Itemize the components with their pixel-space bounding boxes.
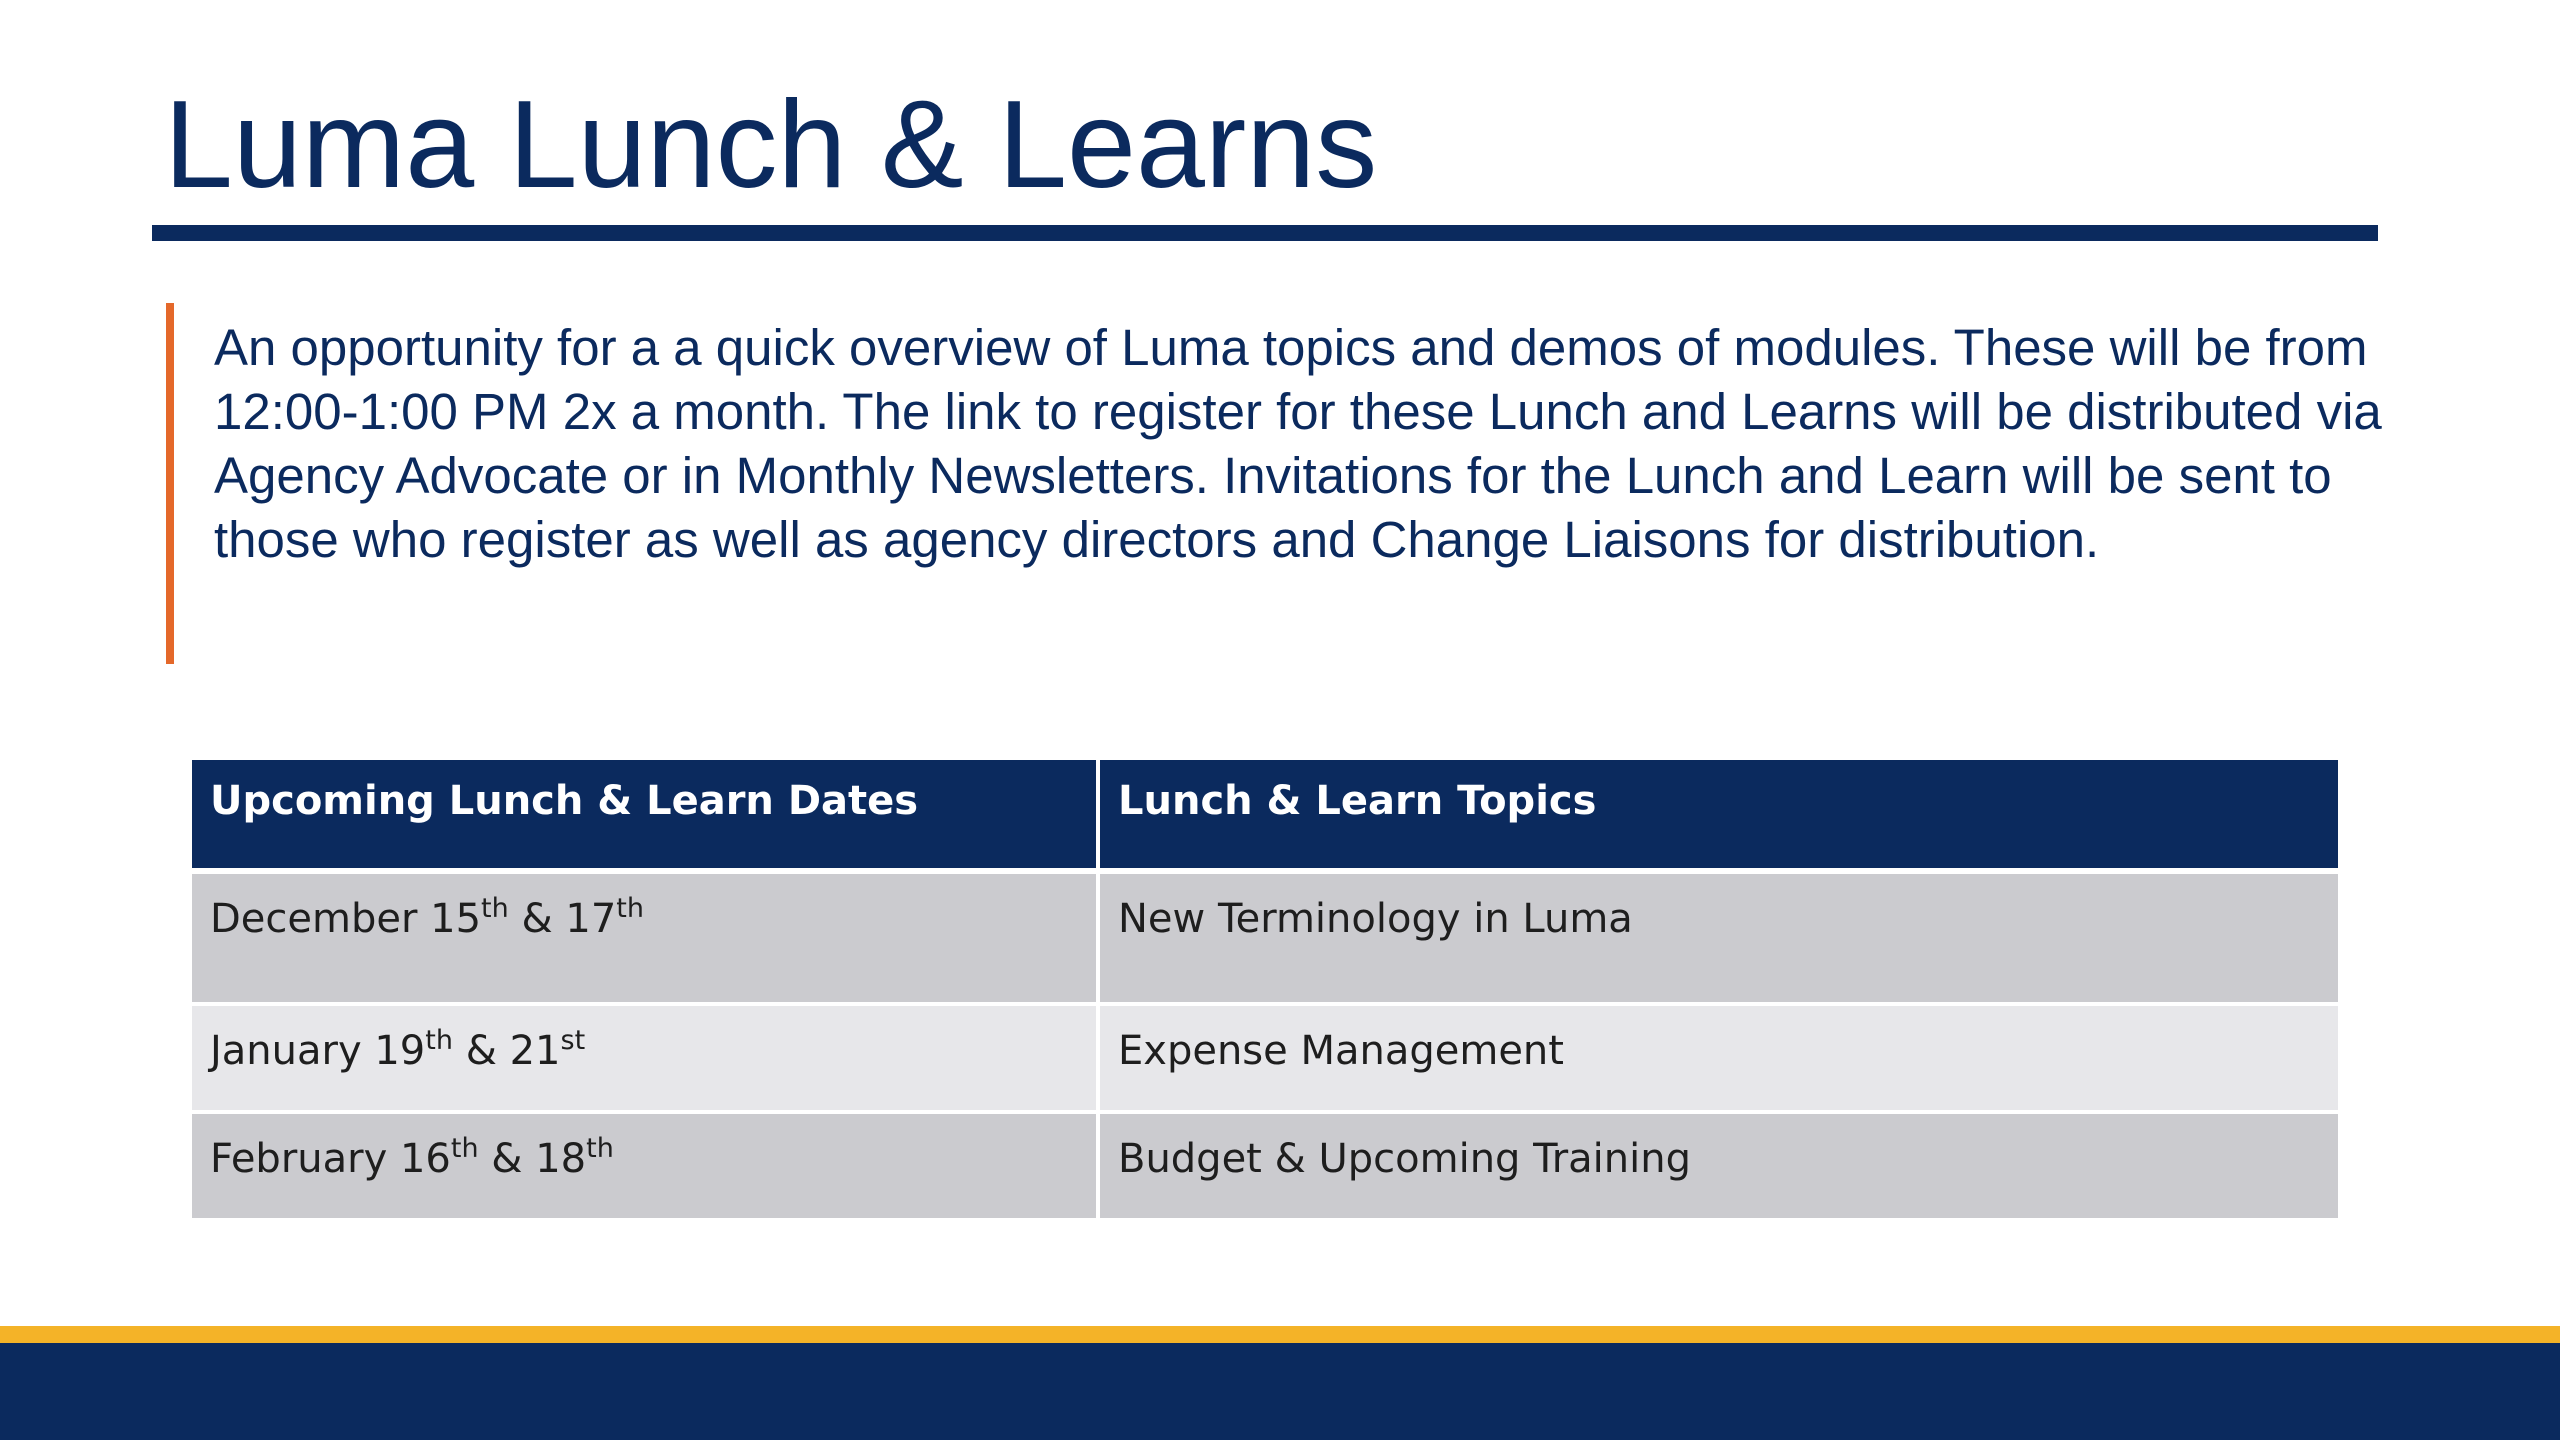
date-ordinal: st [560, 1025, 586, 1056]
date-day: 16 [399, 1136, 451, 1182]
table-header-row [192, 760, 2338, 871]
schedule-table [192, 760, 2338, 1218]
date-day: 21 [509, 1028, 561, 1074]
topic-cell: Expense Management [1098, 1004, 2338, 1112]
date-ordinal: th [616, 893, 644, 924]
table-row [192, 1004, 2338, 1112]
footer-gold-stripe [0, 1326, 2560, 1343]
date-ordinal: th [586, 1133, 614, 1164]
header-dates: Upcoming Lunch & Learn Dates [192, 760, 1098, 871]
intro-accent-bar [166, 303, 174, 664]
date-cell [192, 1112, 1098, 1218]
date-month: December [210, 896, 418, 942]
date-cell [192, 1004, 1098, 1112]
date-ampersand: & [521, 896, 553, 942]
date-ordinal: th [481, 893, 509, 924]
intro-paragraph: An opportunity for a a quick overview of Luma topics and demos of modules. These will be from 12:00-1:00 PM 2x a month. The link to register for these Lunch and Learns will be distributed via Agency Advocate or in Monthly Newsletters. Invitations for the Lunch and Learn will be sent to those who register as well as agency directors and Change Liaisons for distribution. [214, 319, 2382, 568]
footer-navy-band [0, 1343, 2560, 1440]
table-row [192, 871, 2338, 1004]
title-underline-rule [152, 225, 2378, 241]
header-topics: Lunch & Learn Topics [1098, 760, 2338, 871]
date-ordinal: th [450, 1133, 479, 1164]
topic-cell: New Terminology in Luma [1098, 871, 2338, 1004]
date-ordinal: th [425, 1025, 453, 1056]
date-day: 18 [535, 1136, 587, 1182]
topic-cell: Budget & Upcoming Training [1098, 1112, 2338, 1218]
date-day: 19 [374, 1028, 426, 1074]
slide-title: Luma Lunch & Learns [164, 76, 1378, 214]
date-month: January [210, 1028, 362, 1074]
date-month: February [210, 1136, 388, 1182]
date-day: 15 [430, 896, 482, 942]
date-day: 17 [565, 896, 617, 942]
date-cell [192, 871, 1098, 1004]
table-row [192, 1112, 2338, 1218]
date-ampersand: & [491, 1136, 523, 1182]
date-ampersand: & [465, 1028, 497, 1074]
